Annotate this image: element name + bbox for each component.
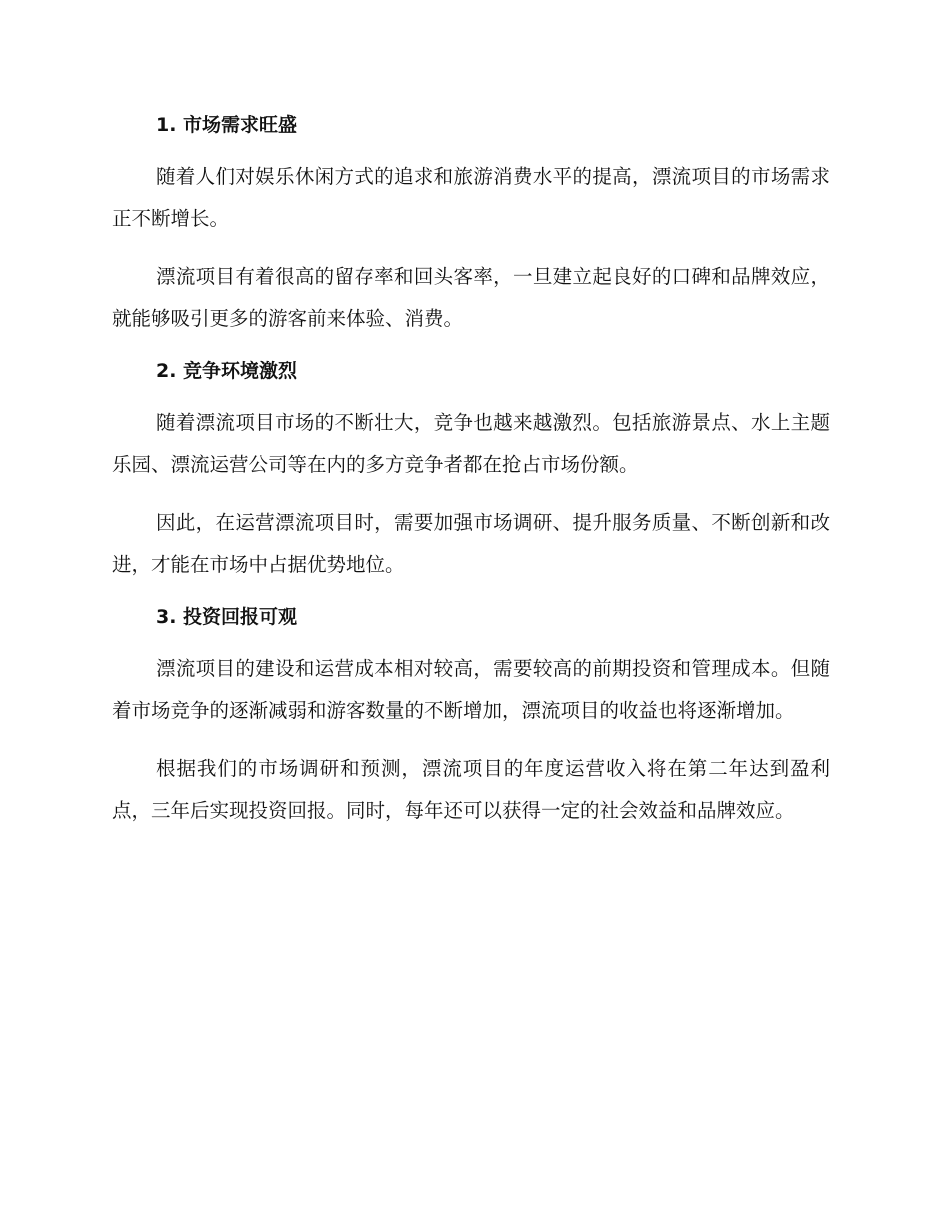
section-market-demand — [112, 110, 830, 340]
paragraph: 漂流项目的建设和运营成本相对较高，需要较高的前期投资和管理成本。但随着市场竞争的逐渐减弱和游客数量的不断增加，漂流项目的收益也将逐渐增加。 — [112, 657, 830, 722]
section-heading: 3. 投资回报可观 — [156, 606, 298, 628]
section-investment-return — [112, 602, 830, 832]
document-page — [112, 110, 830, 848]
paragraph: 漂流项目有着很高的留存率和回头客率，一旦建立起良好的口碑和品牌效应，就能够吸引更多的游客前来体验、消费。 — [112, 265, 830, 330]
paragraph: 随着人们对娱乐休闲方式的追求和旅游消费水平的提高，漂流项目的市场需求正不断增长。 — [112, 165, 830, 230]
section-competition — [112, 356, 830, 586]
paragraph: 因此，在运营漂流项目时，需要加强市场调研、提升服务质量、不断创新和改进，才能在市场中占据优势地位。 — [112, 511, 830, 576]
section-heading: 2. 竞争环境激烈 — [156, 360, 298, 382]
paragraph: 根据我们的市场调研和预测，漂流项目的年度运营收入将在第二年达到盈利点，三年后实现投资回报。同时，每年还可以获得一定的社会效益和品牌效应。 — [112, 757, 830, 822]
section-heading: 1. 市场需求旺盛 — [156, 114, 298, 136]
paragraph: 随着漂流项目市场的不断壮大，竞争也越来越激烈。包括旅游景点、水上主题乐园、漂流运营公司等在内的多方竞争者都在抢占市场份额。 — [112, 411, 830, 476]
